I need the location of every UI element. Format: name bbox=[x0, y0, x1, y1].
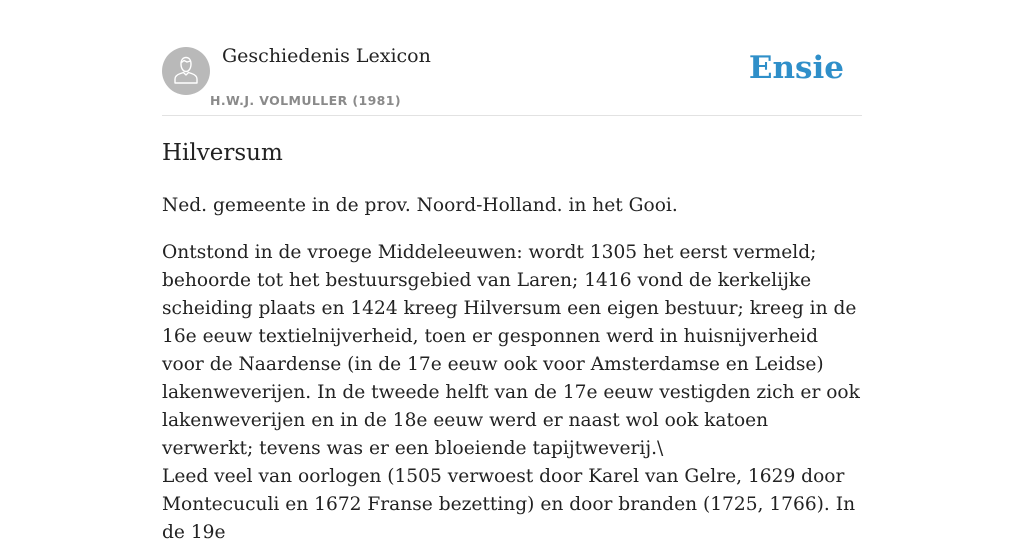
ensie-logo[interactable]: Ensie bbox=[748, 50, 844, 86]
source-author[interactable]: H.W.J. VOLMULLER (1981) bbox=[210, 93, 401, 108]
entry-title: Hilversum bbox=[162, 140, 283, 166]
entry-paragraph: Leed veel van oorlogen (1505 verwoest door Karel van Gelre, 1629 door Montecuculi en 1672 Franse bezetting) en door branden (1725, 1766). In de 19e bbox=[162, 466, 856, 543]
source-title[interactable]: Geschiedenis Lexicon bbox=[222, 45, 431, 67]
user-icon[interactable] bbox=[162, 47, 210, 95]
entry-paragraph: Ontstond in de vroege Middeleeuwen: wordt 1305 het eerst vermeld; behoorde tot het bestuursgebied van Laren; 1416 vond de kerkelijke scheiding plaats en 1424 kreeg Hilversum een eigen bestuur; kreeg in de 16e eeuw textielnijverheid, toen er gesponnen werd in huisnijverheid voor de Naardense (in de 17e eeuw ook voor Amsterdamse en Leidse) lakenweverijen. In de tweede helft van de 17e eeuw vestigden zich er ook lakenweverijen en in de 18e eeuw werd er naast wol ook katoen verwerkt; tevens was er een bloeiende tapijtweverij.\ bbox=[162, 242, 860, 459]
page bbox=[162, 0, 862, 543]
entry-paragraph: Ned. gemeente in de prov. Noord-Holland. in het Gooi. bbox=[162, 195, 678, 216]
source-header bbox=[162, 0, 862, 116]
